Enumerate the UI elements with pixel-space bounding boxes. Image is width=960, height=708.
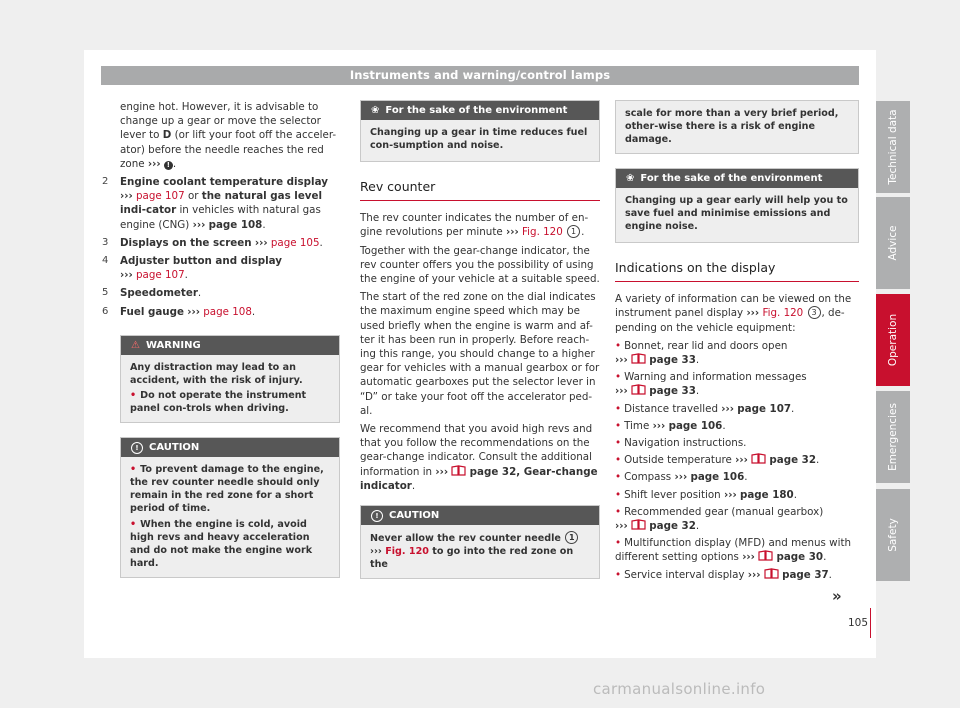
caution-header: ! CAUTION	[361, 506, 599, 525]
book-icon	[451, 465, 466, 476]
paragraph: Together with the gear-change indicator, the rev counter offers you the possibility of using the engine of your vehicle at a suitable speed.	[360, 244, 600, 286]
page-link[interactable]: page 32	[649, 520, 696, 533]
page-link[interactable]: page 33	[649, 385, 696, 398]
section-title-indications: Indications on the display	[615, 261, 859, 282]
list-item: 2 Engine coolant temperature display ››› page 107 or the natural gas level indi-cator in vehicles with natural gas engine (CNG) ››› page 108.	[102, 176, 328, 231]
list-item: 6 Fuel gauge ››› page 108.	[102, 305, 256, 318]
warning-box	[120, 335, 340, 423]
caution-info-icon: !	[131, 442, 143, 454]
warning-circle-icon: !	[164, 161, 173, 170]
page-link[interactable]: page 180	[739, 488, 794, 501]
paragraph: The rev counter indicates the number of en-gine revolutions per minute ››› Fig. 120 1 .	[360, 212, 589, 239]
warning-header: ⚠ WARNING	[121, 336, 339, 355]
column-2	[360, 100, 600, 593]
tab-emergencies[interactable]: Emergencies	[876, 391, 910, 483]
page-link[interactable]: page 37	[782, 568, 829, 581]
environment-body: Changing up a gear in time reduces fuel con-sumption and noise.	[370, 127, 588, 151]
environment-box	[360, 100, 600, 162]
page-header: Instruments and warning/control lamps	[101, 66, 859, 85]
list-item: 5 Speedometer.	[102, 287, 202, 300]
page-link[interactable]: page 107	[136, 190, 185, 203]
figure-link[interactable]: Fig. 120	[385, 546, 429, 558]
environment-leaf-icon: ❀	[626, 173, 635, 184]
caution-continued-box: scale for more than a very brief period, other-wise there is a risk of engine damage.	[615, 100, 859, 154]
environment-header: ❀ For the sake of the environment	[616, 169, 858, 188]
environment-body: Changing up a gear early will help you to save fuel and minimise emissions and engine noise.	[625, 195, 848, 232]
list-item: • Multifunction display (MFD) and menus with different setting options ››› page 30.	[615, 537, 852, 564]
page-link[interactable]: page 32, Gear-change indicator	[360, 465, 598, 492]
paragraph: The start of the red zone on the dial indicates the maximum engine speed which may be used briefly when the engine is warm and af-ter it has been run in properly. Before reach-ing this range, you should change to a higher gear for vehicles with a manual gearbox or for automatic gearboxes put the selector lever in “D” or take your foot off the accelerator ped-al.	[360, 291, 600, 417]
tab-safety[interactable]: Safety	[876, 489, 910, 581]
list-item: • Recommended gear (manual gearbox) ››› page 32.	[615, 505, 824, 533]
book-icon	[764, 568, 779, 579]
list-item: • Navigation instructions.	[615, 437, 747, 450]
list-item: • Shift lever position ››› page 180.	[615, 488, 798, 501]
paragraph: A variety of information can be viewed on the instrument panel display ››› Fig. 120 3 , de-pending on the vehicle equipment:	[615, 293, 852, 334]
caution-body: Never allow the rev counter needle 1 ››› Fig. 120 to go into the red zone on the	[361, 525, 599, 578]
warning-body: Any distraction may lead to an accident, with the risk of injury. • Do not operate the instrument panel con-trols when driving.	[130, 361, 307, 414]
book-icon	[631, 384, 646, 395]
list-item: • Service interval display ››› page 37.	[615, 568, 832, 581]
watermark: carmanualsonline.info	[593, 680, 766, 698]
environment-header: ❀ For the sake of the environment	[361, 101, 599, 120]
caution-box	[120, 437, 340, 578]
list-item: • Distance travelled ››› page 107.	[615, 402, 795, 415]
column-1	[102, 100, 340, 592]
page-link[interactable]: page 107	[737, 402, 792, 415]
list-item: • Warning and information messages ››› page 33.	[615, 371, 807, 398]
list-item: • Bonnet, rear lid and doors open ››› page 33.	[615, 339, 788, 367]
book-icon	[631, 353, 646, 364]
intro-text: engine hot. However, it is advisable to change up a gear or move the selector lever to D (or lift your foot off the acceler-ator) before the needle reaches the red zone ››› ! .	[120, 101, 337, 170]
callout-number: 1	[567, 225, 580, 238]
page-link[interactable]: page 106	[690, 471, 745, 484]
page-link[interactable]: page 108	[203, 305, 252, 318]
list-item: • Time ››› page 106.	[615, 419, 726, 432]
environment-leaf-icon: ❀	[371, 105, 380, 116]
caution-header: ! CAUTION	[121, 438, 339, 457]
paragraph: We recommend that you avoid high revs and that you follow the recommendations on the gear-change indicator. Consult the additional information in ››› page 32, Gear-change indicator.	[360, 423, 598, 492]
page-link[interactable]: page 107	[136, 269, 185, 282]
caution-box	[360, 505, 600, 579]
caution-body: • To prevent damage to the engine, the rev counter needle should only remain in the red zone for a short period of time. • When the engine is cold, avoid high revs and heavy acceleration and do not make the engine work hard.	[130, 463, 324, 569]
list-item: • Outside temperature ››› page 32.	[615, 454, 820, 467]
book-icon	[758, 550, 773, 561]
caution-info-icon: !	[371, 510, 383, 522]
page-link[interactable]: page 106	[668, 419, 723, 432]
page-link[interactable]: page 105	[270, 236, 320, 249]
list-item: 4 Adjuster button and display ››› page 107.	[102, 255, 282, 282]
page-link[interactable]: page 32	[769, 454, 817, 467]
warning-triangle-icon: ⚠	[131, 339, 140, 351]
section-title-rev-counter: Rev counter	[360, 180, 600, 201]
book-icon	[631, 519, 646, 530]
page-link[interactable]: page 108	[208, 218, 263, 231]
list-item: • Compass ››› page 106.	[615, 471, 748, 484]
page-link[interactable]: page 30	[776, 551, 824, 564]
tab-advice[interactable]: Advice	[876, 197, 910, 289]
column-3	[615, 100, 859, 585]
continued-marker: »	[832, 587, 842, 605]
figure-link[interactable]: Fig. 120	[762, 307, 804, 320]
display-info-list	[615, 339, 859, 582]
tab-operation[interactable]: Operation	[876, 294, 910, 386]
figure-link[interactable]: Fig. 120	[522, 226, 563, 239]
book-icon	[751, 453, 766, 464]
list-item: 3 Displays on the screen ››› page 105.	[102, 236, 323, 249]
page-link[interactable]: page 33	[649, 354, 696, 367]
page-number: 105	[848, 617, 869, 629]
tab-technical-data[interactable]: Technical data	[876, 101, 910, 193]
environment-box	[615, 168, 859, 243]
page-number-divider	[870, 608, 871, 638]
